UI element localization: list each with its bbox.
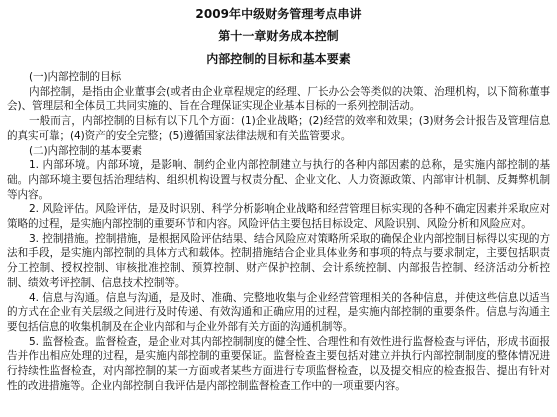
section-title: 内部控制的目标和基本要素: [206, 52, 351, 66]
subsection-heading-objectives: (一)内部控制的目标: [29, 71, 122, 83]
paragraph-internal-environment: 1. 内部环境。内部环境，是影响、制约企业内部控制建立与执行的各种内部因素的总称，是实施内部控制的基础。内部环境主要包括治理结构、组织机构设置与权责分配、企业文化、人力资源政策、内部审计机制、反舞弊机制等内容。: [7, 159, 550, 201]
document-title: 2009年中级财务管理考点串讲: [195, 7, 362, 21]
paragraph-information-communication: 4. 信息与沟通。信息与沟通，是及时、准确、完整地收集与企业经营管理相关的各种信息，并使这些信息以适当的方式在企业有关层级之间进行及时传递、有效沟通和正确应用的过程，是实施内部控制的重要条件。信息与沟通主要包括信息的收集机制及在企业内部和与企业外部有关方面的沟通机制等。: [7, 291, 550, 333]
subsection-heading-elements: (二)内部控制的基本要素: [29, 144, 143, 157]
paragraph-definition: 内部控制，是指由企业董事会(或者由企业章程规定的经理、厂长办公会等类似的决策、治理机构，以下简称董事会)、管理层和全体员工共同实施的、旨在合理保证实现企业基本目标的一系列控制活动。: [7, 85, 550, 113]
paragraph-risk-assessment: 2. 风险评估。风险评估，是及时识别、科学分析影响企业战略和经营管理目标实现的各种不确定因素并采取应对策略的过程，是实施内部控制的重要环节和内容。风险评估主要包括目标设定、风险识别、风险分析和风险应对。: [7, 203, 550, 231]
document-body: [7, 70, 550, 393]
paragraph-objectives-list: 一般而言，内部控制的目标有以下几个方面：(1)企业战略；(2)经营的效率和效果；(3)财务会计报告及管理信息的真实可靠；(4)资产的安全完整；(5)遵循国家法律法规和有关监管要求。: [7, 115, 550, 142]
paragraph-monitoring: 5. 监督检查。监督检查，是企业对其内部控制制度的健全性、合理性和有效性进行监督检查与评估，形成书面报告并作出相应处理的过程，是实施内部控制的重要保证。监督检查主要包括对建立并执行内部控制制度的整体情况进行持续性监督检查，对内部控制的某一方面或者某些方面进行专项监督检查，以及提交相应的检查报告、提出有针对性的改进措施等。企业内部控制自我评估是内部控制监督检查工作中的一项重要内容。: [7, 335, 550, 392]
chapter-title: 第十一章财务成本控制: [218, 29, 339, 43]
paragraph-control-measures: 3. 控制措施。控制措施，是根据风险评估结果、结合风险应对策略所采取的确保企业内部控制目标得以实现的方法和手段，是实施内部控制的具体方式和载体。控制措施结合企业具体业务和事项的特点与要求制定，主要包括职责分工控制、授权控制、审核批准控制、预算控制、财产保护控制、会计系统控制、内部报告控制、经济活动分析控制、绩效考评控制、信息技术控制等。: [7, 232, 550, 289]
